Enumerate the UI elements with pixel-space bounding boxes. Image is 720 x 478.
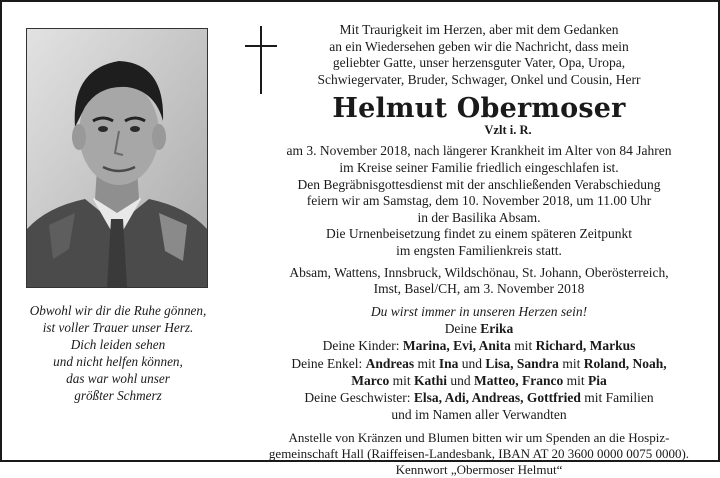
intro-line: Schwiegervater, Bruder, Schwager, Onkel und Cousin, Herr (317, 71, 641, 87)
poem-line: ist voller Trauer unser Herz. (42, 320, 194, 336)
siblings-names: Elsa, Adi, Andreas, Gottfried (413, 389, 581, 405)
connector: und (458, 355, 486, 371)
poem-line: das war wohl unser (66, 371, 170, 387)
places-date (260, 265, 698, 298)
connector: mit (558, 355, 584, 371)
children-prefix: Deine Kinder: (322, 338, 403, 354)
donation-line: Kennwort „Obermoser Helmut“ (395, 461, 563, 477)
deceased-name: Helmut Obermoser (332, 93, 626, 125)
family-list (260, 320, 698, 423)
poem-line: Obwohl wir dir die Ruhe gönnen, (29, 303, 207, 318)
poem (24, 302, 212, 405)
portrait-photo (26, 28, 208, 288)
siblings-line (260, 389, 698, 406)
poem-line: Dich leiden sehen (70, 337, 166, 353)
grandchild-name: Marco (351, 372, 390, 388)
death-line: Die Urnenbeisetzung findet zu einem späteren Zeitpunkt (326, 226, 632, 242)
children-connector: mit (510, 338, 536, 354)
intro-text (260, 22, 698, 88)
grandchild-name: Matteo, Franco (474, 372, 564, 388)
donation-note (260, 430, 698, 478)
intro-line: an ein Wiedersehen geben wir die Nachricht, dass mein (329, 38, 629, 54)
mourning-line: Du wirst immer in unseren Herzen sein! (370, 303, 588, 319)
poem-line: und nicht helfen können, (53, 354, 183, 370)
siblings-suffix: mit Familien (580, 389, 654, 405)
poem-line: größter Schmerz (74, 388, 162, 404)
connector: und (447, 372, 475, 388)
grandchild-name: Andreas (365, 355, 415, 371)
deceased-title: Vzlt i. R. (484, 123, 532, 138)
grandchild-name: Ina (438, 355, 459, 371)
children-names: Marina, Evi, Anita (402, 338, 511, 354)
wife-prefix: Deine (444, 321, 481, 337)
death-line: feiern wir am Samstag, dem 10. November 2018, um 11.00 Uhr (306, 193, 652, 209)
donation-line: gemeinschaft Hall (Raiffeisen-Landesbank, IBAN AT 20 3600 0000 0075 0000). (268, 445, 690, 461)
intro-line: geliebter Gatte, unser herzensguter Vater, Opa, Uropa, (332, 55, 626, 71)
relatives-line: und im Namen aller Verwandten (391, 406, 567, 422)
connector: mit (414, 355, 439, 371)
grandchild-name: Roland, Noah, (583, 355, 667, 371)
children-partners: Richard, Markus (535, 338, 636, 354)
death-line: im Kreise seiner Familie friedlich eingeschlafen ist. (339, 159, 619, 175)
wife-name: Erika (480, 321, 514, 337)
places-line: Absam, Wattens, Innsbruck, Wildschönau, St. Johann, Oberösterreich, (289, 264, 669, 280)
places-line: Imst, Basel/CH, am 3. November 2018 (373, 281, 585, 297)
connector: mit (563, 372, 588, 388)
grandchild-name: Lisa, Sandra (485, 355, 559, 371)
siblings-prefix: Deine Geschwister: (304, 389, 414, 405)
grandchild-name: Pia (588, 372, 607, 388)
grandchildren-prefix: Deine Enkel: (291, 355, 366, 371)
death-line: am 3. November 2018, nach längerer Krankheit im Alter von 84 Jahren (286, 143, 672, 159)
children-line (260, 337, 698, 354)
wife-line (260, 320, 698, 337)
notice-text (260, 20, 698, 478)
connector: mit (389, 372, 414, 388)
death-line: im engsten Familienkreis statt. (396, 242, 562, 258)
grandchild-name: Kathi (414, 372, 448, 388)
death-line: Den Begräbnisgottesdienst mit der anschließenden Verabschiedung (297, 176, 661, 192)
grandchildren-line (260, 355, 698, 372)
donation-line: Anstelle von Kränzen und Blumen bitten wir um Spenden an die Hospiz- (288, 429, 670, 445)
intro-line: Mit Traurigkeit im Herzen, aber mit dem Gedanken (339, 22, 619, 37)
grandchildren-line-2 (260, 372, 698, 389)
death-notice-text (260, 143, 698, 259)
death-line: in der Basilika Absam. (417, 209, 541, 225)
